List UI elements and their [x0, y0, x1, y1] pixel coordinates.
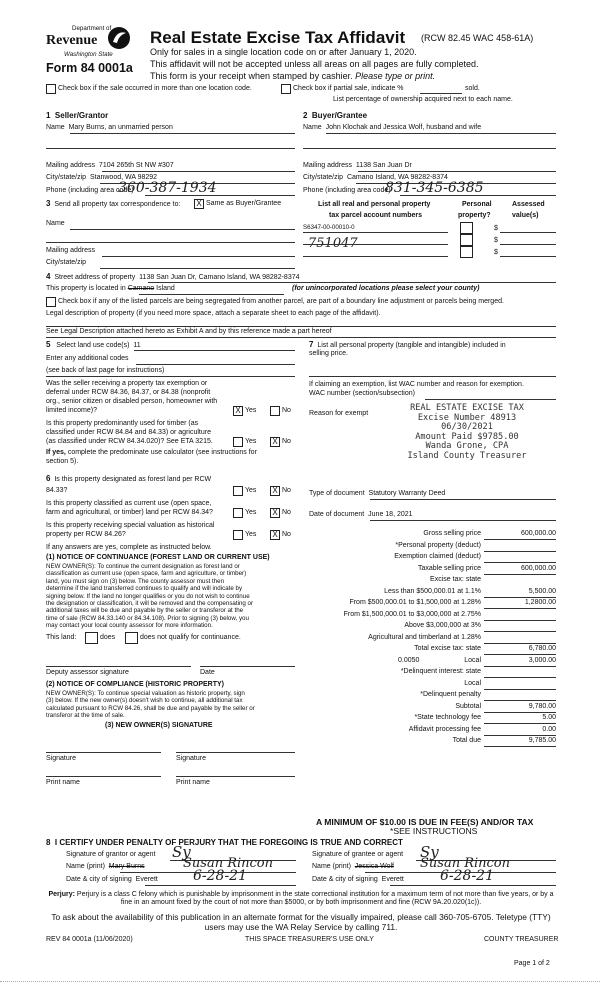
s5-if-yes-note-2: section 5). [46, 458, 79, 465]
does-label: does [100, 634, 116, 641]
owner-signature-line-2[interactable] [176, 752, 295, 753]
buyer-phone-label: Phone (including area code) [303, 187, 391, 194]
multi-location-label: Check box if the sale occurred in more than one location code. [58, 85, 252, 92]
personal-property-line[interactable] [309, 376, 556, 377]
dept-state: Washington State [64, 51, 113, 58]
partial-pct-line [420, 93, 462, 94]
notice1-body: NEW OWNER(S): To continue the current designation as forest land or classification as current use (open space, farm and agriculture, or timber) land, you must sign on (3) below. The county assessor must then determine if the land transferred continues to qualify and will indicate by signing below. If the land no longer qualifies or you do not wish to continue the designation or classification, it will be removed and the compensating or additional taxes will be due and payable by the seller or transferor at the time of sale (RCW 84.33.140 or 84.34.108). Prior to signing (3) below, you may contact your local county assessor for more information. [46, 563, 254, 630]
tax-row-label: *State technology fee [414, 714, 481, 721]
tax-row-label: Less than $500,000.01 at 1.1% [384, 588, 481, 595]
s6-q1-yes-checkbox[interactable] [233, 486, 243, 496]
s6-q3-line2: property per RCW 84.26? [46, 531, 126, 538]
owner-signature-line-1[interactable] [46, 752, 161, 753]
tax-row-value[interactable]: 5.00 [542, 714, 556, 721]
s6-q3-no-label: No [282, 531, 291, 538]
deputy-signature-label: Deputy assessor signature [46, 669, 129, 676]
certify-statement: 8 I CERTIFY UNDER PENALTY OF PERJURY THAT THE FOREGOING IS TRUE AND CORRECT [46, 838, 403, 847]
assessed-col-header-1: Assessed [512, 201, 545, 208]
personal-col-header-1: Personal [462, 201, 492, 208]
tax-row-label: *Delinquent interest: state [400, 668, 481, 675]
tax-row-label: Subtotal [455, 703, 481, 710]
owner-print-label-1: Print name [46, 779, 80, 786]
buyer-heading: 2 Buyer/Grantee [303, 111, 368, 120]
s6-if-any: If any answers are yes, complete as instructed below. [46, 544, 212, 551]
owner-print-line-1[interactable] [46, 776, 161, 777]
tax-row-value[interactable]: 0.00 [542, 726, 556, 733]
s6-q1-yes-label: Yes [245, 487, 257, 494]
tax-row-line [484, 689, 556, 690]
parcel-number-1[interactable]: S6347-00-00010-0 [303, 224, 355, 231]
s5-q1-no-checkbox[interactable] [270, 406, 280, 416]
street-address-field[interactable]: 4 Street address of property 1138 San Juan Dr, Camano Island, WA 98282-8374 [46, 272, 300, 281]
section3-city-line[interactable] [100, 268, 295, 269]
s5-q2-yes-checkbox[interactable] [233, 437, 243, 447]
tax-row-label: Above $3,000,000 at 3% [404, 622, 481, 629]
s5-q1-line1: Was the seller receiving a property tax exemption or [46, 380, 208, 387]
s5-q2-line3: (as classified under RCW 84.34.020)? See ETA 3215. [46, 438, 213, 445]
tax-row-value[interactable]: 600,000.00 [520, 530, 556, 537]
same-as-buyer-checkbox[interactable]: X [194, 199, 204, 209]
treasurer-stamp: REAL ESTATE EXCISE TAX Excise Number 48913 06/30/2021 Amount Paid $9785.00 Wanda Grone, CPA Island County Treasurer [407, 403, 527, 461]
new-owner-sig-title: (3) NEW OWNER(S) SIGNATURE [105, 722, 213, 729]
grantee-date-city: Date & city of signing Everett [312, 876, 404, 883]
grantor-signature-label: Signature of grantor or agent [66, 851, 156, 858]
parcel-col-header-2: tax parcel account numbers [329, 212, 422, 219]
additional-codes-label: Enter any additional codes [46, 355, 129, 362]
partial-sale-checkbox[interactable] [281, 84, 291, 94]
s6-q2-yes-label: Yes [245, 509, 257, 516]
tax-row-label: Exemption claimed (deduct) [394, 553, 481, 560]
section3-mailing-line[interactable] [102, 256, 295, 257]
form-title: Real Estate Excise Tax Affidavit [150, 28, 406, 47]
tax-row-value[interactable]: 1,2800.00 [524, 599, 556, 606]
seller-mailing-field[interactable]: Mailing address 7104 265th St NW #307 [46, 162, 174, 169]
tax-row-label: Excise tax: state [430, 576, 481, 583]
s6-q3-yes-label: Yes [245, 531, 257, 538]
s6-q1-line2: 84.33? [46, 487, 68, 494]
tax-row-line [484, 597, 556, 598]
s6-q1-line1: 6 Is this property designated as forest land per RCW [46, 474, 212, 483]
tax-row-line [484, 735, 556, 736]
grantor-name-value[interactable]: Susan Rincon [183, 856, 274, 871]
tax-row-line [484, 712, 556, 713]
doc-type-field[interactable]: Type of document Statutory Warranty Deed [309, 490, 446, 497]
tax-local-rate: 0.0050 [398, 657, 420, 664]
located-note: (for unincorporated locations please select your county) [292, 285, 480, 292]
s7-label: 7 List all personal property (tangible and intangible) included in [309, 340, 506, 349]
assessed-value-3[interactable] [500, 256, 556, 257]
multi-location-checkbox[interactable] [46, 84, 56, 94]
tax-row-label: Affidavit processing fee [408, 726, 481, 733]
tax-row-line [484, 723, 556, 724]
owner-print-line-2[interactable] [176, 776, 295, 777]
page-number: Page 1 of 2 [514, 960, 550, 967]
wac-number-line[interactable] [425, 399, 556, 400]
buyer-phone-value[interactable]: 831-345-6385 [385, 180, 484, 196]
s5-if-yes-note: If yes, complete the predominate use calculator (see instructions for [46, 449, 257, 456]
buyer-mailing-field[interactable]: Mailing address 1138 San Juan Dr [303, 162, 412, 169]
deputy-signature-line[interactable] [46, 666, 191, 667]
deputy-date-line[interactable] [200, 666, 295, 667]
tax-row-line [484, 677, 556, 678]
legal-description-label: Legal description of property (if you need more space, attach a separate sheet to each page of the affidavit). [46, 310, 381, 317]
s6-q2-line2: farm and agricultural, or timber) land per RCW 84.34? [46, 509, 213, 516]
this-land-label: This land: [46, 634, 77, 641]
tax-row-label: Total excise tax: state [414, 645, 481, 652]
tax-row-line [484, 631, 556, 632]
dept-logo-text: Revenue [46, 33, 98, 48]
tax-row-line [484, 666, 556, 667]
legal-description-value[interactable]: See Legal Description attached hereto as Exhibit A and by this reference made a part hereof [46, 328, 332, 335]
s5-q1-no-label: No [282, 407, 291, 414]
s5-q1-line4: limited income)? [46, 407, 97, 414]
header-line-2: This affidavit will not be accepted unless all areas on all pages are fully completed. [150, 59, 479, 69]
grantee-name-value[interactable]: Susan Rincon [420, 856, 511, 871]
seller-phone-label: Phone (including area code) [46, 187, 134, 194]
list-pct-note: List percentage of ownership acquired next to each name. [333, 96, 513, 103]
tax-row-value[interactable]: 3,000.00 [528, 657, 556, 664]
grantor-date[interactable]: 6-28-21 [193, 868, 247, 884]
personal-col-header-2: property? [458, 212, 491, 219]
owner-print-label-2: Print name [176, 779, 210, 786]
section3-mailing-label: Mailing address [46, 247, 96, 254]
tax-row-line [484, 643, 556, 644]
s6-q3-line1: Is this property receiving special valuation as historical [46, 522, 215, 529]
segregated-checkbox[interactable] [46, 297, 56, 307]
personal-property-checkbox-3[interactable] [460, 246, 473, 258]
s7-label-2: selling price. [309, 350, 348, 357]
s5-q1-line2: deferral under RCW 84.36, 84.37, or 84.38 (nonprofit [46, 389, 211, 396]
see-back-note: (see back of last page for instructions) [46, 367, 165, 374]
minimum-notice: A MINIMUM OF $10.00 IS DUE IN FEE(S) AND/OR TAX [316, 817, 534, 827]
same-as-buyer-label: Same as Buyer/Grantee [206, 200, 282, 207]
scan-edge [0, 981, 600, 982]
grantor-name-field: Name (print) Mary Burns [66, 863, 145, 870]
notice2-body: NEW OWNER(S): To continue special valuation as historic property, sign (3) below. If the new owner(s) doesn't wish to continue, all additional tax calculated pursuant to RCW 84.26, shall be due and payable by the seller or transferor at the time of sale. [46, 690, 255, 720]
tax-row-line [484, 654, 556, 655]
tax-row-line [484, 620, 556, 621]
rev-number: REV 84 0001a (11/06/2020) [46, 936, 133, 943]
form-title-ref: (RCW 82.45 WAC 458-61A) [421, 33, 534, 43]
tax-row-line [484, 608, 556, 609]
s5-q1-line3: org., senior citizen or disabled person, homeowner with [46, 398, 218, 405]
notice2-title: (2) NOTICE OF COMPLIANCE (HISTORIC PROPERTY) [46, 681, 224, 688]
s5-q2-yes-label: Yes [245, 438, 257, 445]
assessed-value-1[interactable] [500, 232, 556, 233]
s6-q2-no-checkbox[interactable]: X [270, 508, 280, 518]
county-treasurer: COUNTY TREASURER [484, 936, 559, 943]
dollar-2: $ [494, 237, 498, 244]
alt-format-notice: To ask about the availability of this publication in an alternate format for the visually impaired, please call 360-705-6705. Teletype (TTY) users may use the WA Relay Service by calling 711. [51, 912, 551, 932]
buyer-name-field[interactable]: Name John Klochak and Jessica Wolf, husband and wife [303, 124, 482, 131]
s6-q1-no-label: No [282, 487, 291, 494]
tax-row-value[interactable]: 9,780.00 [528, 703, 556, 710]
header-line-3: This form is your receipt when stamped by cashier. Please type or print. [150, 71, 436, 81]
tax-row-line [484, 551, 556, 552]
tax-row-label: Agricultural and timberland at 1.28% [368, 634, 481, 641]
seller-heading: 1 Seller/Grantor [46, 111, 109, 120]
parcel-col-header-1: List all real and personal property [318, 201, 431, 208]
parcel-number-2[interactable]: 751047 [308, 236, 358, 251]
grantee-signature[interactable]: Sy [420, 843, 439, 861]
header-line-1: Only for sales in a single location code on or after January 1, 2020. [150, 47, 417, 57]
tax-row-label: Local [464, 680, 481, 687]
tax-row-value[interactable]: 5,500.00 [528, 588, 556, 595]
form-number: Form 84 0001a [46, 61, 133, 75]
s5-q2-no-label: No [282, 438, 291, 445]
dept-top: Department of [72, 25, 112, 32]
owner-signature-label-2: Signature [176, 755, 206, 762]
section3-label: 3 Send all property tax correspondence to: [46, 199, 181, 208]
does-checkbox[interactable] [85, 632, 98, 644]
s5-q2-line1: Is this property predominantly used for timber (as [46, 420, 199, 427]
dollar-1: $ [494, 225, 498, 232]
s6-q3-yes-checkbox[interactable] [233, 530, 243, 540]
personal-property-checkbox-1[interactable] [460, 222, 473, 234]
grantee-date[interactable]: 6-28-21 [440, 868, 494, 884]
reason-label: Reason for exempt [309, 410, 369, 417]
doc-date-field[interactable]: Date of document June 18, 2021 [309, 511, 413, 518]
revenue-logo-icon [107, 26, 131, 50]
dollar-3: $ [494, 249, 498, 256]
s6-q3-no-checkbox[interactable]: X [270, 530, 280, 540]
tax-row-label: *Delinquent penalty [420, 691, 481, 698]
grantor-date-city: Date & city of signing Everett [66, 876, 158, 883]
does-not-label: does not qualify for continuance. [140, 634, 241, 641]
s6-q2-line1: Is this property classified as current use (open space, [46, 500, 212, 507]
s5-q2-line2: classified under RCW 84.84 and 84.33) or agriculture [46, 429, 211, 436]
tax-row-value[interactable]: 600,000.00 [520, 565, 556, 572]
seller-name-field[interactable]: Name Mary Burns, an unmarried person [46, 124, 173, 131]
does-not-checkbox[interactable] [125, 632, 138, 644]
see-instructions: *SEE INSTRUCTIONS [390, 826, 478, 836]
grantee-name-field: Name (print) Jessica Wolf [312, 863, 394, 870]
tax-row-line [484, 700, 556, 701]
s6-q2-yes-checkbox[interactable] [233, 508, 243, 518]
tax-row-label: From $500,000.01 to $1,500,000 at 1.28% [349, 599, 481, 606]
seller-city-field[interactable]: City/state/zip Stanwood, WA 98292 [46, 174, 158, 181]
s5-q2-no-checkbox[interactable]: X [270, 437, 280, 447]
grantee-signature-label: Signature of grantee or agent [312, 851, 404, 858]
section3-name-line[interactable] [70, 229, 295, 230]
tax-row-label: Local [464, 657, 481, 664]
segregated-label: Check box if any of the listed parcels are being segregated from another parcel, are part of a boundary line adjustment or parcels being merged. [58, 298, 504, 305]
deputy-date-label: Date [200, 669, 215, 676]
treasurer-use-only: THIS SPACE TREASURER'S USE ONLY [245, 936, 374, 943]
located-in-field[interactable]: This property is located in Camano Island [46, 285, 175, 292]
s6-q1-no-checkbox[interactable]: X [270, 486, 280, 496]
tax-row-line [484, 746, 556, 747]
tax-row-line [484, 562, 556, 563]
tax-row-label: Total due [452, 737, 481, 744]
grantor-signature[interactable]: Sy [172, 843, 191, 861]
assessed-col-header-2: value(s) [512, 212, 539, 219]
land-use-field[interactable]: 5 Select land use code(s) 11 [46, 340, 141, 349]
owner-signature-label-1: Signature [46, 755, 76, 762]
s6-q2-no-label: No [282, 509, 291, 516]
wac-number-label: WAC number (section/subsection) [309, 390, 415, 397]
sold-label: sold. [465, 85, 480, 92]
section3-city-label: City/state/zip [46, 259, 87, 266]
tax-row-line [484, 539, 556, 540]
tax-row-label: From $1,500,000.01 to $3,000,000 at 2.75% [343, 611, 481, 618]
partial-sale-label: Check box if partial sale, indicate % [293, 85, 404, 92]
tax-row-value[interactable]: 6,780.00 [528, 645, 556, 652]
tax-row-label: Taxable selling price [417, 565, 481, 572]
tax-row-label: *Personal property (deduct) [395, 542, 481, 549]
tax-row-line [484, 574, 556, 575]
s5-q1-yes-label: Yes [245, 407, 257, 414]
tax-row-value[interactable]: 9,785.00 [528, 737, 556, 744]
s5-q1-yes-checkbox[interactable]: X [233, 406, 243, 416]
wac-label: If claiming an exemption, list WAC number and reason for exemption. [309, 381, 524, 388]
tax-row-label: Gross selling price [423, 530, 481, 537]
personal-property-checkbox-2[interactable] [460, 234, 473, 246]
additional-codes-line[interactable] [136, 364, 295, 365]
seller-phone-value[interactable]: 360-387-1934 [118, 180, 217, 196]
buyer-city-field[interactable]: City/state/zip Camano Island, WA 98282-8374 [303, 174, 448, 181]
assessed-value-2[interactable] [500, 244, 556, 245]
notice1-title: (1) NOTICE OF CONTINUANCE (FOREST LAND OR CURRENT USE) [46, 554, 270, 561]
perjury-notice: Perjury: Perjury is a class C felony which is punishable by imprisonment in the state correctional institution for a maximum term of not more than five years, or by a fine in an amount fixed by the court of not more than $5000, or by both imprisonment and fine (RCW 9A.20.020(1c)). [48, 891, 554, 906]
section3-name-label: Name [46, 220, 65, 227]
